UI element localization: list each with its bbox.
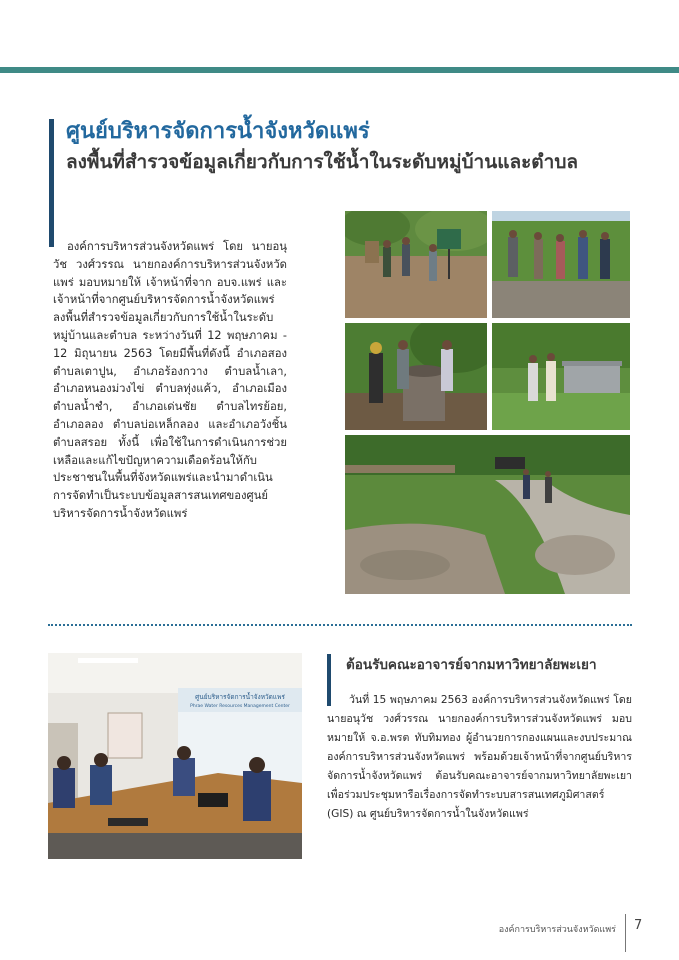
meeting-banner-subtext: Phrae Water Resources Management Center (190, 704, 290, 709)
field-photo-stream (345, 435, 630, 594)
page-number: 7 (634, 918, 643, 933)
field-photo-well (345, 323, 487, 430)
meeting-photo (48, 653, 302, 859)
meeting-banner-text: ศูนย์บริหารจัดการน้ำจังหวัดแพร่ (195, 693, 285, 701)
section-divider (48, 624, 632, 626)
article2-body: วันที่ 15 พฤษภาคม 2563 องค์การบริหารส่วนจังหวัดแพร่ โดย นายอนุวัช วงศ์วรรณ นายกองค์การบริหารส่วนจังหวัดแพร่ มอบหมายให้ จ.อ.พรต ทับทิมทอง ผู้อำนวยการกองแผนและงบประมาณ องค์การบริหารส่วนจังหวัดแพร่ พร้อมด้วยเจ้าหน้าที่จากศูนย์บริหารจัดการน้ำจังหวัดแพร่ ต้อนรับคณะอาจารย์จากมหาวิทยาลัยพะเยา เพื่อร่วมประชุมหารือเรื่องการจัดทำระบบสารสนเทศภูมิศาสตร์ (GIS) ณ ศูนย์บริหารจัดการน้ำในจังหวัดแพร่ (327, 694, 632, 820)
field-photo-group (492, 211, 630, 318)
top-accent-bar (0, 67, 679, 73)
field-photo-structure (492, 323, 630, 430)
page-title: ศูนย์บริหารจัดการน้ำจังหวัดแพร่ (66, 119, 370, 144)
page-subtitle: ลงพื้นที่สำรวจข้อมูลเกี่ยวกับการใช้น้ำในระดับหมู่บ้านและตำบล (66, 151, 579, 173)
field-photo-sign (345, 211, 487, 318)
article1-body: องค์การบริหารส่วนจังหวัดแพร่ โดย นายอนุวัช วงศ์วรรณ นายกองค์การบริหารส่วนจังหวัดแพร่ มอบหมายให้ เจ้าหน้าที่จาก อบจ.แพร่ และเจ้าหน้าที่จากศูนย์บริหารจัดการน้ำจังหวัดแพร่ ลงพื้นที่สำรวจข้อมูลเกี่ยวกับการใช้น้ำในระดับหมู่บ้านและตำบล ระหว่างวันที่ 12 พฤษภาคม - 12 มิถุนายน 2563 โดยมีพื้นที่ดังนี้ อำเภอสอง ตำบลเตาปูน, อำเภอร้องกวาง ตำบลน้ำเลา, อำเภอหนองม่วงไข่ ตำบลทุ่งแค้ว, อำเภอเมือง ตำบลน้ำชำ, อำเภอเด่นชัย ตำบลไทรย้อย, อำเภอลอง ตำบลบ่อเหล็กลอง และอำเภอวังชิ้น ตำบลสรอย ทั้งนี้ เพื่อใช้ในการดำเนินการช่วยเหลือและแก้ไขปัญหาความเดือดร้อนให้กับประชาชนในพื้นที่จังหวัดแพร่และนำมาดำเนินการจัดทำเป็นระบบข้อมูลสารสนเทศของศูนย์บริหารจัดการน้ำจังหวัดแพร่ (53, 240, 287, 520)
title-accent-bar (49, 119, 54, 247)
footer-divider (625, 914, 626, 952)
section2-title: ต้อนรับคณะอาจารย์จากมหาวิทยาลัยพะเยา (346, 657, 597, 673)
footer-organization: องค์การบริหารส่วนจังหวัดแพร่ (498, 925, 616, 935)
